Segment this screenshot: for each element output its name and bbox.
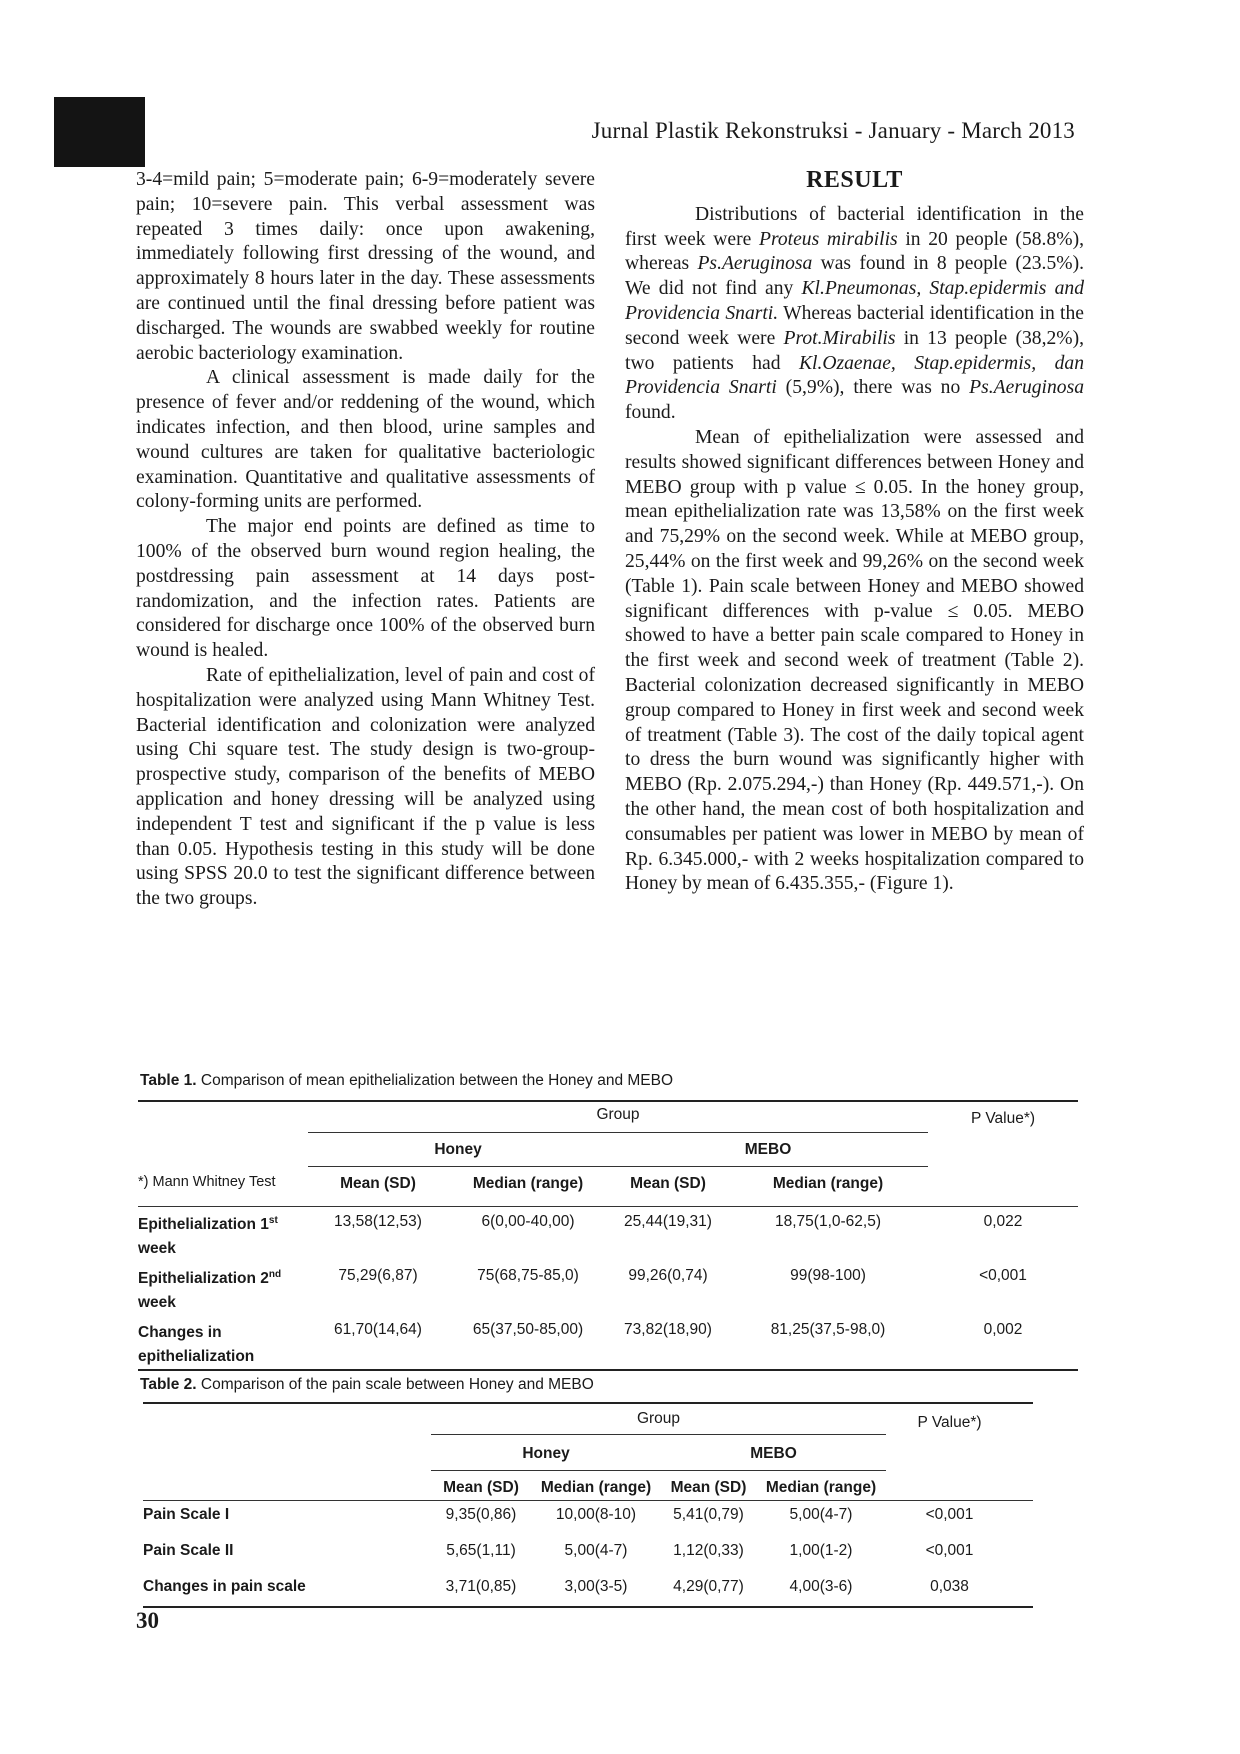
table-cell: 0,022 — [983, 1213, 1023, 1230]
table-cell: <0,001 — [979, 1267, 1027, 1284]
table-row — [143, 1573, 1033, 1607]
p-value-header: P Value*) — [970, 1110, 1036, 1127]
table-cell: 10,00(8-10) — [555, 1506, 637, 1523]
note-text: *) Mann Whitney Test — [138, 1174, 276, 1190]
column-header: Median (range) — [472, 1174, 584, 1192]
row-label-text: week — [138, 1240, 176, 1257]
row-label-sup: nd — [268, 1268, 282, 1280]
table2-caption — [140, 1376, 594, 1394]
caption-text: Comparison of mean epithelialization between the Honey and MEBO — [196, 1072, 674, 1089]
text-run: in 20 people (58.8%), whereas — [625, 228, 1084, 275]
row-label-text: Epithelialization 1 — [138, 1216, 269, 1233]
table-cell: 18,75(1,0-62,5) — [775, 1213, 881, 1230]
table-note — [138, 1166, 308, 1207]
left-column — [136, 168, 595, 912]
row-label-sup: st — [268, 1214, 278, 1226]
table-cell: 4,29(0,77) — [673, 1578, 744, 1595]
mebo-header: MEBO — [661, 1434, 886, 1470]
table-cell: 13,58(12,53) — [334, 1213, 422, 1230]
empty-cell — [143, 1434, 431, 1470]
caption-text: Comparison of the pain scale between Honey and MEBO — [196, 1376, 594, 1393]
table-cell: 65(37,50-85,00) — [472, 1321, 584, 1338]
table-cell: <0,001 — [925, 1506, 974, 1523]
table-cell: 5,00(4-7) — [789, 1506, 853, 1523]
paragraph: Rate of epithelialization, level of pain and cost of hospitalization were analyzed using Mann Whitney Test. Bacterial identification and colonization were analyzed using Chi square test. The study design is two-group-prospective study, comparison of the benefits of MEBO application and honey dressing will be analyzed using independent T test and significant if the p value is less than 0.05. Hypothesis testing in this study will be done using SPSS 20.0 to test the significant difference between the two groups. — [136, 664, 595, 910]
row-label — [138, 1207, 308, 1262]
table1 — [138, 1100, 1078, 1371]
paragraph: The major end points are defined as time to 100% of the observed burn wound region healing, the postdressing pain assessment at 14 days post-randomization, and the infection rates. Patients are considered for discharge once 100% of the observed burn wound is healed. — [136, 516, 595, 662]
table-cell: 1,00(1-2) — [789, 1542, 853, 1559]
row-label — [138, 1315, 308, 1370]
table-cell: 5,41(0,79) — [673, 1506, 744, 1523]
row-label-text: Changes in — [138, 1324, 222, 1341]
row-label — [138, 1261, 308, 1315]
caption-label: Table 2. — [140, 1376, 197, 1393]
text-run: found. — [625, 402, 676, 424]
paragraph — [625, 203, 1084, 426]
empty-cell — [928, 1166, 1078, 1207]
column-header: Median (range) — [765, 1478, 877, 1496]
paragraph: Mean of epithelialization were assessed and results showed significant differences between Honey and MEBO group with p value ≤ 0.05. In the honey group, mean epithelialization rate was 13,58% on the first week and 75,29% on the second week. While at MEBO group, 25,44% on the first week and 99,26% on the second week (Table 1). Pain scale between Honey and MEBO showed significant differences with p-value ≤ 0.05. MEBO showed to have a better pain scale compared to Honey in the first week and second week of treatment (Table 2). Bacterial colonization decreased significantly in MEBO group compared to Honey in first week and second week of treatment (Table 3). The cost of the daily topical agent to dress the burn wound was significantly higher with MEBO (Rp. 2.075.294,-) than Honey (Rp. 449.571,-). On the other hand, the mean cost of both hospitalization and consumables per patient was lower in MEBO by mean of Rp. 6.345.000,- with 2 weeks hospitalization compared to Honey by mean of 6.435.355,- (Figure 1). — [625, 426, 1084, 895]
table-cell: 3,00(3-5) — [564, 1578, 628, 1595]
species-name: Kl.Ozaenae, Stap.epidermis, dan Providencia Snarti — [625, 352, 1084, 399]
row-label: Pain Scale I — [143, 1506, 230, 1523]
group-header: Group — [431, 1403, 886, 1434]
empty-cell — [138, 1132, 308, 1166]
species-name: Kl.Pneumonas, Stap.epidermis and Providencia Snarti. — [625, 278, 1084, 324]
table-cell: 5,00(4-7) — [564, 1542, 628, 1559]
text-run: Whereas bacterial identification in the second week were — [625, 302, 1084, 349]
honey-header: Honey — [308, 1132, 608, 1166]
table-cell: 73,82(18,90) — [624, 1321, 712, 1338]
table-cell: 0,002 — [983, 1321, 1023, 1338]
text-run: in 13 people (38,2%), two patients had — [625, 327, 1085, 374]
column-header: Mean (SD) — [630, 1174, 706, 1192]
text-run: Distributions of bacterial identification in the first week were — [625, 203, 1084, 250]
species-name: Ps.Aeruginosa — [697, 253, 813, 275]
table-cell: 6(0,00-40,00) — [481, 1213, 575, 1230]
table-cell: 75,29(6,87) — [338, 1267, 418, 1284]
table2 — [143, 1402, 1033, 1608]
column-header: Median (range) — [540, 1478, 652, 1496]
table-cell: 25,44(19,31) — [624, 1213, 712, 1230]
honey-header: Honey — [431, 1434, 661, 1470]
table-row — [138, 1261, 1078, 1315]
text-run: (5,9%), there was no — [776, 377, 970, 399]
table-cell: 9,35(0,86) — [445, 1506, 517, 1523]
column-header: Mean (SD) — [340, 1174, 416, 1192]
table-cell: 99(98-100) — [790, 1267, 866, 1284]
table-cell: 99,26(0,74) — [628, 1267, 708, 1284]
row-label: Pain Scale II — [143, 1542, 234, 1559]
table-row — [143, 1501, 1033, 1538]
table-cell: 75(68,75-85,0) — [477, 1267, 579, 1284]
page-number: 30 — [136, 1608, 159, 1633]
empty-cell — [143, 1470, 431, 1501]
table-cell: 1,12(0,33) — [673, 1542, 744, 1559]
row-label-text: epithelialization — [138, 1348, 255, 1365]
species-name: Ps.Aeruginosa — [969, 377, 1084, 399]
table-row — [138, 1315, 1078, 1370]
empty-cell — [138, 1101, 308, 1132]
paragraph: 3-4=mild pain; 5=moderate pain; 6-9=moderately severe pain; 10=severe pain. This verbal assessment was repeated 3 times daily: once upon awakening, immediately following first dressing of the wound, and approximately 8 hours later in the day. These assessments are continued until the final dressing before patient was discharged. The wounds are swabbed weekly for routine aerobic bacteriology examination. — [136, 169, 595, 364]
species-name: Prot.Mirabilis — [783, 327, 896, 349]
row-label: Changes in pain scale — [143, 1578, 306, 1595]
section-title: RESULT — [806, 167, 903, 193]
caption-label: Table 1. — [140, 1072, 197, 1089]
group-header: Group — [308, 1101, 928, 1132]
empty-cell — [886, 1470, 1033, 1501]
mebo-header: MEBO — [608, 1132, 928, 1166]
table-cell: 61,70(14,64) — [334, 1321, 422, 1338]
table-cell: 4,00(3-6) — [789, 1578, 853, 1595]
p-value-header: P Value*) — [917, 1414, 982, 1431]
paragraph: A clinical assessment is made daily for the presence of fever and/or reddening of the wound, which indicates infection, and then blood, urine samples and wound cultures are taken for qualitative bacteriologic examination. Quantitative and qualitative assessments of colony-forming units are performed. — [136, 367, 595, 513]
column-header: Mean (SD) — [670, 1478, 747, 1496]
table-cell: <0,001 — [925, 1542, 974, 1559]
table-cell: 0,038 — [930, 1578, 969, 1595]
empty-cell — [143, 1403, 431, 1434]
table-row — [138, 1207, 1078, 1262]
table-cell: 81,25(37,5-98,0) — [770, 1321, 886, 1338]
corner-block — [54, 97, 145, 167]
row-label-text: Epithelialization 2 — [138, 1270, 269, 1287]
column-header: Median (range) — [772, 1174, 884, 1192]
species-name: Proteus mirabilis — [759, 228, 898, 250]
journal-header: Jurnal Plastik Rekonstruksi - January - March 2013 — [591, 118, 1075, 143]
column-header: Mean (SD) — [443, 1478, 519, 1496]
text-run: was found in 8 people (23.5%). We did not find any — [625, 253, 1084, 300]
right-column — [625, 168, 1084, 897]
table1-caption — [140, 1072, 673, 1090]
table-cell: 5,65(1,11) — [446, 1542, 516, 1559]
table-cell: 3,71(0,85) — [445, 1578, 517, 1595]
table-row — [143, 1537, 1033, 1573]
row-label-text: week — [138, 1294, 176, 1311]
